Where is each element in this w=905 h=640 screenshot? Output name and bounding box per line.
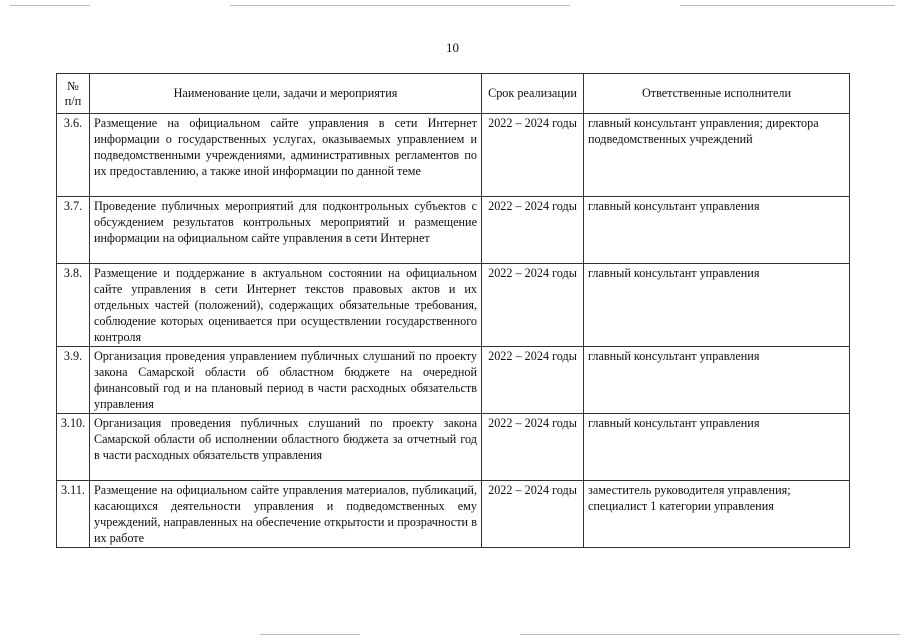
row-name: Размещение на официальном сайте управления в сети Интернет информации о государственных услугах, оказываемых управлением и подведомственными учреждениями, административных регламентов по их предоставлению, а также иной информации по данной теме xyxy=(90,114,482,197)
table-row xyxy=(57,414,850,481)
row-term: 2022 – 2024 годы xyxy=(482,114,584,197)
row-num: 3.7. xyxy=(57,197,90,264)
table-header-row xyxy=(57,74,850,114)
row-name: Размещение и поддержание в актуальном состоянии на официальном сайте управления в сети Интернет текстов правовых актов и их отдельных частей (положений), содержащих обязательные требования, соблюдение которых оценивается при осуществлении государственного контроля xyxy=(90,264,482,347)
header-term: Срок реализации xyxy=(482,74,584,114)
row-name: Организация проведения публичных слушаний по проекту закона Самарской области об исполнении областного бюджета за отчетный год в части расходных обязательств управления xyxy=(90,414,482,481)
row-name: Организация проведения управлением публичных слушаний по проекту закона Самарской области об областном бюджете на очередной финансовый год и на плановый период в части расходных обязательств управления xyxy=(90,347,482,414)
page-number: 10 xyxy=(446,40,459,55)
row-num: 3.6. xyxy=(57,114,90,197)
bottom-scan-artifact-right xyxy=(520,634,900,635)
table-row xyxy=(57,114,850,197)
row-name: Проведение публичных мероприятий для подконтрольных субъектов с обсуждением результатов контрольных мероприятий и размещение информации на официальном сайте управления в сети Интернет xyxy=(90,197,482,264)
row-num: 3.9. xyxy=(57,347,90,414)
header-name: Наименование цели, задачи и мероприятия xyxy=(90,74,482,114)
header-num: № п/п xyxy=(57,74,90,114)
top-scan-artifact-center xyxy=(230,5,570,6)
row-responsible: главный консультант управления xyxy=(584,197,850,264)
top-scan-artifact-left xyxy=(10,5,90,6)
table-row xyxy=(57,197,850,264)
row-num: 3.10. xyxy=(57,414,90,481)
row-num: 3.11. xyxy=(57,481,90,548)
row-term: 2022 – 2024 годы xyxy=(482,197,584,264)
header-responsible: Ответственные исполнители xyxy=(584,74,850,114)
table-row xyxy=(57,481,850,548)
row-responsible: главный консультант управления; директора подведомственных учреждений xyxy=(584,114,850,197)
measures-table xyxy=(56,73,850,548)
row-responsible: главный консультант управления xyxy=(584,264,850,347)
row-responsible: главный консультант управления xyxy=(584,347,850,414)
row-responsible: главный консультант управления xyxy=(584,414,850,481)
bottom-scan-artifact-left xyxy=(260,634,360,635)
row-term: 2022 – 2024 годы xyxy=(482,414,584,481)
top-scan-artifact-right xyxy=(680,5,895,6)
row-term: 2022 – 2024 годы xyxy=(482,481,584,548)
row-responsible: заместитель руководителя управления; специалист 1 категории управления xyxy=(584,481,850,548)
row-num: 3.8. xyxy=(57,264,90,347)
row-term: 2022 – 2024 годы xyxy=(482,264,584,347)
row-term: 2022 – 2024 годы xyxy=(482,347,584,414)
row-name: Размещение на официальном сайте управления материалов, публикаций, касающихся деятельности управления и подведомственных ему учреждений, направленных на обеспечение открытости и прозрачности в их работе xyxy=(90,481,482,548)
table-row xyxy=(57,264,850,347)
table-row xyxy=(57,347,850,414)
